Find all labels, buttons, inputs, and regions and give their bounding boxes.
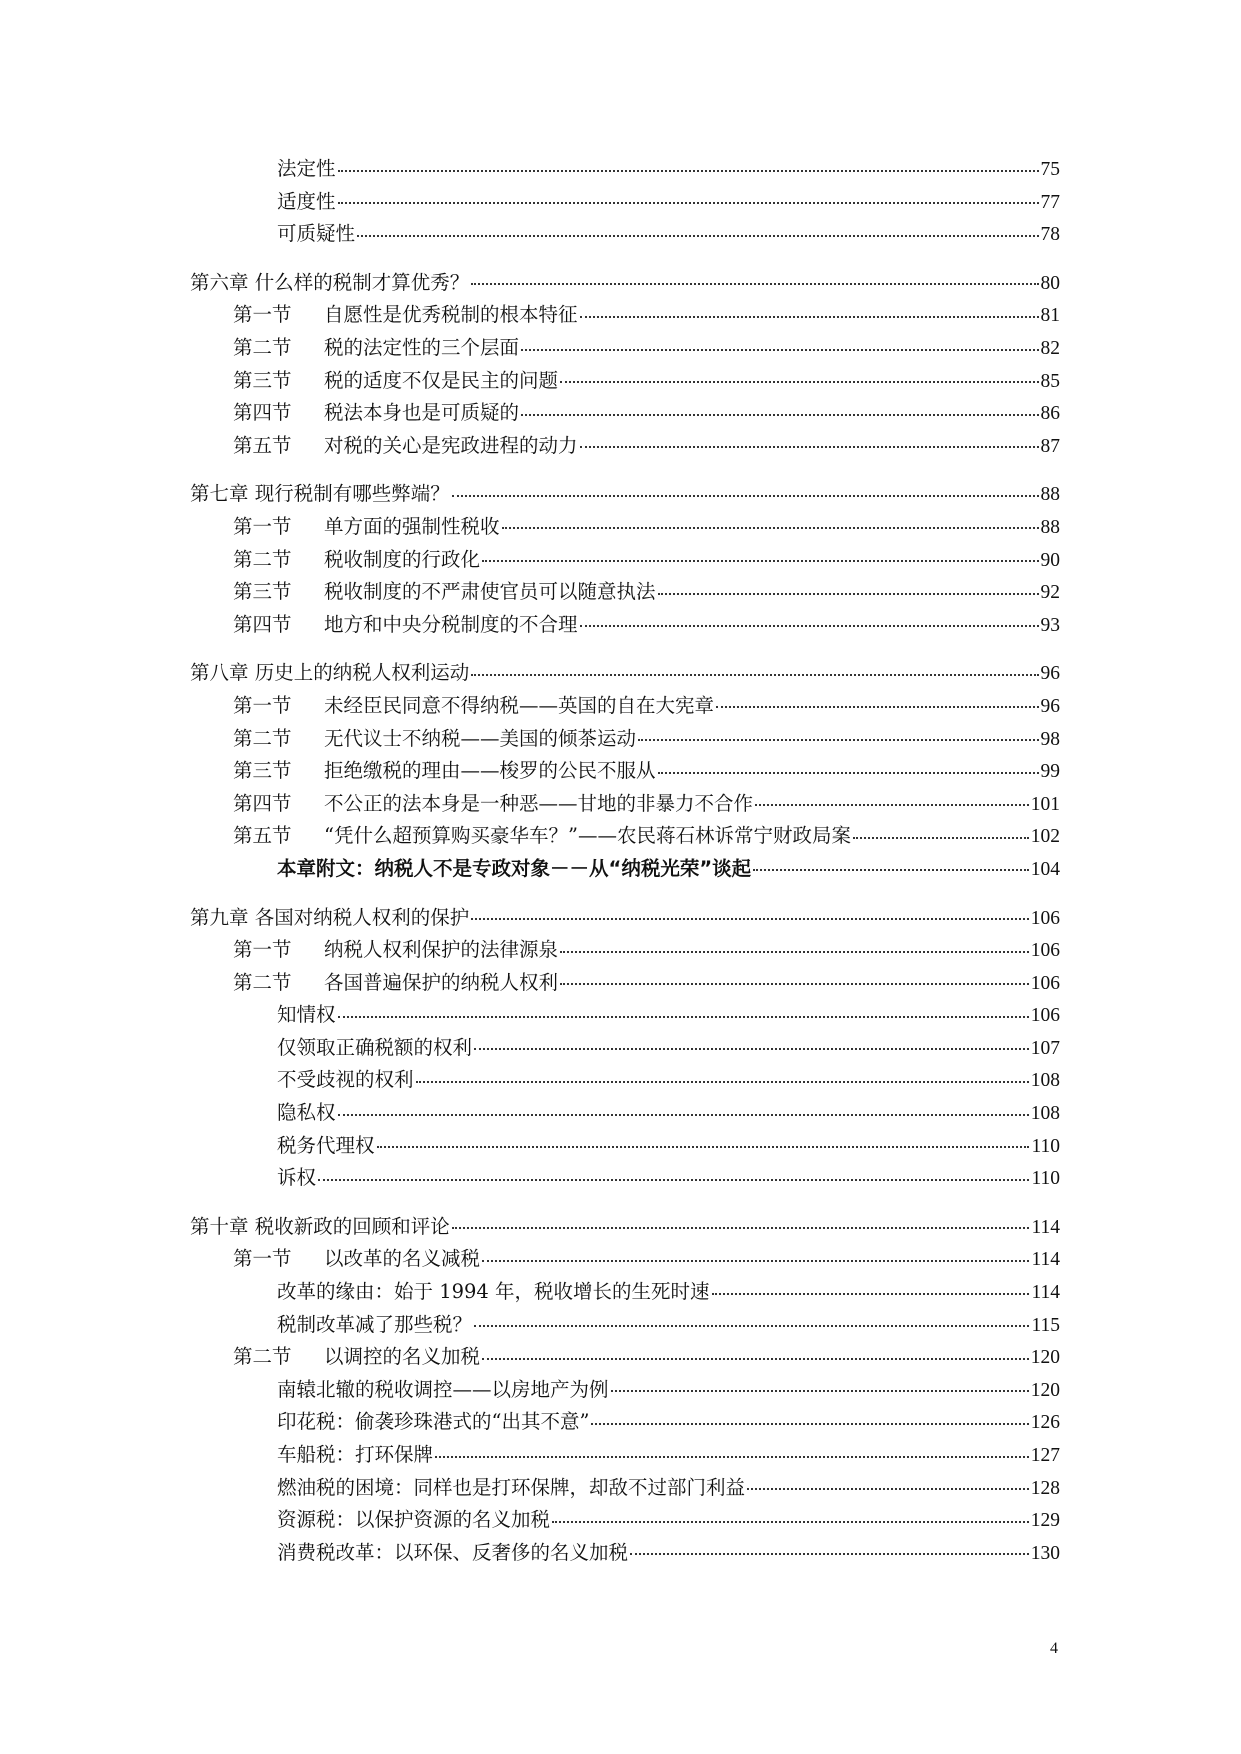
toc-section-number: 第一节 [233, 938, 292, 962]
page-number: 4 [1050, 1640, 1058, 1657]
toc-entry-title: 不受歧视的权利 [277, 1068, 414, 1092]
toc-entry-title: 不公正的法本身是一种恶——甘地的非暴力不合作 [324, 791, 754, 815]
toc-dot-leader [630, 1553, 1029, 1555]
toc-subsection-entry[interactable] [0, 1276, 1241, 1309]
toc-page-number: 110 [1031, 1168, 1060, 1190]
toc-section-entry[interactable] [0, 788, 1241, 821]
toc-chapter-entry[interactable] [0, 478, 1241, 511]
toc-entry-title: 隐私权 [277, 1101, 336, 1125]
toc-dot-leader [338, 202, 1039, 204]
toc-chapter-entry[interactable] [0, 267, 1241, 300]
toc-entry-title: 资源税：以保护资源的名义加税 [277, 1508, 551, 1532]
toc-dot-leader [474, 1048, 1029, 1050]
toc-dot-leader [560, 951, 1029, 953]
toc-entry-title: 税收制度的行政化 [324, 547, 481, 571]
toc-dot-leader [638, 739, 1038, 741]
toc-entry-title: 法定性 [277, 157, 336, 181]
toc-entry-title: 南辕北辙的税收调控——以房地产为例 [277, 1377, 609, 1401]
toc-subsection-entry[interactable] [0, 1309, 1241, 1342]
toc-dot-leader [482, 560, 1038, 562]
toc-dot-leader [338, 170, 1039, 172]
toc-section-entry[interactable] [0, 1341, 1241, 1374]
toc-page-number: 120 [1030, 1379, 1060, 1401]
toc-page-number: 93 [1040, 614, 1060, 636]
toc-entry-title: 第七章 现行税制有哪些弊端？ [190, 482, 450, 506]
toc-page-number: 78 [1040, 224, 1060, 246]
toc-entry-title: 对税的关心是宪政进程的动力 [324, 433, 578, 457]
toc-page-number: 85 [1040, 370, 1060, 392]
toc-subsection-entry[interactable] [0, 1162, 1241, 1195]
toc-entry-title: 燃油税的困境：同样也是打环保牌，却敌不过部门利益 [277, 1475, 746, 1499]
toc-section-number: 第一节 [233, 693, 292, 717]
toc-dot-leader [658, 772, 1039, 774]
toc-subsection-entry[interactable] [0, 218, 1241, 251]
toc-section-number: 第二节 [233, 970, 292, 994]
toc-section-number: 第四节 [233, 612, 292, 636]
toc-entry-title: 印花税：偷袭珍珠港式的“出其不意” [277, 1410, 590, 1434]
toc-dot-leader [747, 1488, 1029, 1490]
toc-entry-title: 第六章 什么样的税制才算优秀？ [190, 270, 470, 294]
toc-entry-title: 纳税人权利保护的法律源泉 [324, 938, 559, 962]
toc-page-number: 90 [1040, 549, 1060, 571]
toc-subsection-entry[interactable] [0, 1537, 1241, 1570]
toc-section-entry[interactable] [0, 609, 1241, 642]
toc-section-entry[interactable] [0, 332, 1241, 365]
toc-dot-leader [452, 495, 1039, 497]
toc-section-number: 第一节 [233, 514, 292, 538]
toc-entry-title: 单方面的强制性税收 [324, 514, 500, 538]
toc-dot-leader [482, 1358, 1029, 1360]
toc-page-number: 126 [1030, 1412, 1060, 1434]
toc-entry-title: 诉权 [277, 1166, 317, 1190]
toc-subsection-entry[interactable] [0, 1406, 1241, 1439]
toc-dot-leader [853, 837, 1029, 839]
toc-entry-title: 税的法定性的三个层面 [324, 336, 520, 360]
toc-page-number: 87 [1040, 435, 1060, 457]
toc-page-number: 98 [1040, 728, 1060, 750]
toc-page-number: 120 [1030, 1347, 1060, 1369]
toc-dot-leader [452, 1227, 1030, 1229]
toc-page-number: 108 [1030, 1103, 1060, 1125]
toc-page-number: 81 [1040, 305, 1060, 327]
toc-section-entry[interactable] [0, 430, 1241, 463]
toc-page-number: 102 [1030, 826, 1060, 848]
toc-page-number: 96 [1040, 663, 1060, 685]
toc-subsection-entry[interactable] [0, 1374, 1241, 1407]
toc-subsection-entry[interactable] [0, 1097, 1241, 1130]
toc-entry-title: 本章附文：纳税人不是专政对象－－从“纳税光荣”谈起 [277, 856, 752, 880]
toc-entry-title: 地方和中央分税制度的不合理 [324, 612, 578, 636]
toc-page-number: 96 [1040, 695, 1060, 717]
toc-dot-leader [560, 381, 1038, 383]
toc-entry-title: 自愿性是优秀税制的根本特征 [324, 303, 578, 327]
toc-section-number: 第三节 [233, 580, 292, 604]
toc-chapter-entry[interactable] [0, 1211, 1241, 1244]
toc-dot-leader [377, 1146, 1030, 1148]
toc-entry-title: 车船税：打环保牌 [277, 1443, 434, 1467]
toc-page-number: 130 [1030, 1542, 1060, 1564]
toc-section-number: 第二节 [233, 726, 292, 750]
toc-page-number: 128 [1030, 1477, 1060, 1499]
toc-dot-leader [580, 446, 1039, 448]
toc-section-number: 第一节 [233, 303, 292, 327]
toc-dot-leader [580, 316, 1039, 318]
toc-dot-leader [338, 1016, 1029, 1018]
toc-subsection-entry[interactable] [0, 1504, 1241, 1537]
toc-chapter-entry[interactable] [0, 901, 1241, 934]
toc-entry-title: 可质疑性 [277, 222, 356, 246]
toc-page-number: 86 [1040, 403, 1060, 425]
toc-page-number: 106 [1030, 972, 1060, 994]
toc-subsection-entry[interactable] [0, 1130, 1241, 1163]
toc-section-entry[interactable] [0, 934, 1241, 967]
toc-section-entry[interactable] [0, 576, 1241, 609]
toc-entry-title: 拒绝缴税的理由——梭罗的公民不服从 [324, 759, 656, 783]
toc-subsection-entry[interactable] [0, 186, 1241, 219]
toc-section-entry[interactable] [0, 967, 1241, 1000]
toc-page-number: 129 [1030, 1510, 1060, 1532]
toc-dot-leader [591, 1423, 1028, 1425]
toc-section-entry[interactable] [0, 690, 1241, 723]
toc-entry-title: 各国普遍保护的纳税人权利 [324, 970, 559, 994]
toc-dot-leader [416, 1081, 1029, 1083]
toc-dot-leader [435, 1456, 1029, 1458]
toc-page-number: 114 [1031, 1249, 1060, 1271]
toc-section-number: 第四节 [233, 401, 292, 425]
toc-dot-leader [471, 283, 1038, 285]
toc-page-number: 88 [1040, 484, 1060, 506]
toc-section-number: 第五节 [233, 824, 292, 848]
toc-entry-title: 以调控的名义加税 [324, 1345, 481, 1369]
toc-entry-title: 消费税改革：以环保、反奢侈的名义加税 [277, 1540, 629, 1564]
toc-section-entry[interactable] [0, 723, 1241, 756]
toc-dot-leader [474, 1325, 1029, 1327]
toc-section-entry[interactable] [0, 397, 1241, 430]
toc-section-entry[interactable] [0, 365, 1241, 398]
toc-dot-leader [658, 593, 1039, 595]
toc-dot-leader [580, 625, 1039, 627]
toc-section-number: 第一节 [233, 1247, 292, 1271]
toc-page-number: 80 [1040, 272, 1060, 294]
toc-page-number: 82 [1040, 338, 1060, 360]
toc-dot-leader [716, 706, 1038, 708]
toc-subsection-entry[interactable] [0, 1439, 1241, 1472]
toc-entry-title: 税收制度的不严肃使官员可以随意执法 [324, 580, 656, 604]
toc-dot-leader [338, 1114, 1029, 1116]
toc-section-entry[interactable] [0, 299, 1241, 332]
toc-section-number: 第三节 [233, 759, 292, 783]
toc-dot-leader [521, 414, 1038, 416]
toc-entry-title: 适度性 [277, 189, 336, 213]
toc-subsection-entry[interactable] [0, 853, 1241, 886]
toc-section-number: 第五节 [233, 433, 292, 457]
toc-page-number: 114 [1031, 1216, 1060, 1238]
toc-page-number: 77 [1040, 191, 1060, 213]
toc-page-number: 110 [1031, 1135, 1060, 1157]
toc-entry-title: “凭什么超预算购买豪华车？”——农民蒋石林诉常宁财政局案 [324, 824, 851, 848]
toc-page-number: 108 [1030, 1070, 1060, 1092]
toc-dot-leader [552, 1521, 1029, 1523]
toc-section-number: 第三节 [233, 368, 292, 392]
toc-page-number: 107 [1030, 1037, 1060, 1059]
toc-section-entry[interactable] [0, 755, 1241, 788]
toc-dot-leader [611, 1390, 1029, 1392]
toc-entry-title: 第九章 各国对纳税人权利的保护 [190, 905, 470, 929]
toc-entry-title: 知情权 [277, 1003, 336, 1027]
toc-page-number: 114 [1031, 1282, 1060, 1304]
toc-page-number: 106 [1030, 940, 1060, 962]
toc-dot-leader [318, 1179, 1029, 1181]
toc-subsection-entry[interactable] [0, 1032, 1241, 1065]
toc-section-entry[interactable] [0, 544, 1241, 577]
toc-entry-title: 改革的缘由：始于 1994 年，税收增长的生死时速 [277, 1280, 710, 1304]
toc-page-number: 88 [1040, 516, 1060, 538]
toc-section-number: 第二节 [233, 336, 292, 360]
toc-entry-title: 未经臣民同意不得纳税——英国的自在大宪章 [324, 693, 715, 717]
toc-entry-title: 税法本身也是可质疑的 [324, 401, 520, 425]
toc-entry-title: 无代议士不纳税——美国的倾茶运动 [324, 726, 637, 750]
toc-entry-title: 第十章 税收新政的回顾和评论 [190, 1214, 450, 1238]
toc-page-number: 106 [1030, 907, 1060, 929]
toc-entry-title: 税制改革减了那些税？ [277, 1312, 473, 1336]
toc-page-number: 115 [1031, 1314, 1060, 1336]
toc-section-entry[interactable] [0, 1243, 1241, 1276]
toc-dot-leader [482, 1260, 1029, 1262]
toc-section-entry[interactable] [0, 511, 1241, 544]
toc-page-number: 101 [1030, 793, 1060, 815]
toc-section-number: 第四节 [233, 791, 292, 815]
toc-subsection-entry[interactable] [0, 999, 1241, 1032]
toc-entry-title: 税的适度不仅是民主的问题 [324, 368, 559, 392]
toc-subsection-entry[interactable] [0, 153, 1241, 186]
toc-subsection-entry[interactable] [0, 1064, 1241, 1097]
toc-page-number: 106 [1030, 1005, 1060, 1027]
toc-dot-leader [502, 527, 1039, 529]
toc-entry-title: 以改革的名义减税 [324, 1247, 481, 1271]
toc-page-number: 127 [1030, 1445, 1060, 1467]
toc-dot-leader [471, 674, 1038, 676]
toc-subsection-entry[interactable] [0, 1472, 1241, 1505]
toc-entry-title: 税务代理权 [277, 1133, 375, 1157]
toc-dot-leader [712, 1293, 1030, 1295]
toc-dot-leader [560, 983, 1029, 985]
toc-entry-title: 仅领取正确税额的权利 [277, 1035, 473, 1059]
toc-chapter-entry[interactable] [0, 657, 1241, 690]
toc-dot-leader [357, 235, 1038, 237]
table-of-contents [0, 153, 1241, 1569]
toc-dot-leader [755, 804, 1029, 806]
toc-section-number: 第二节 [233, 547, 292, 571]
toc-section-entry[interactable] [0, 820, 1241, 853]
toc-dot-leader [521, 349, 1038, 351]
toc-page-number: 104 [1030, 858, 1060, 880]
toc-page-number: 92 [1040, 582, 1060, 604]
toc-dot-leader [471, 918, 1029, 920]
toc-entry-title: 第八章 历史上的纳税人权利运动 [190, 661, 470, 685]
toc-page-number: 75 [1040, 159, 1060, 181]
toc-dot-leader [753, 869, 1029, 871]
toc-section-number: 第二节 [233, 1345, 292, 1369]
toc-page-number: 99 [1040, 761, 1060, 783]
